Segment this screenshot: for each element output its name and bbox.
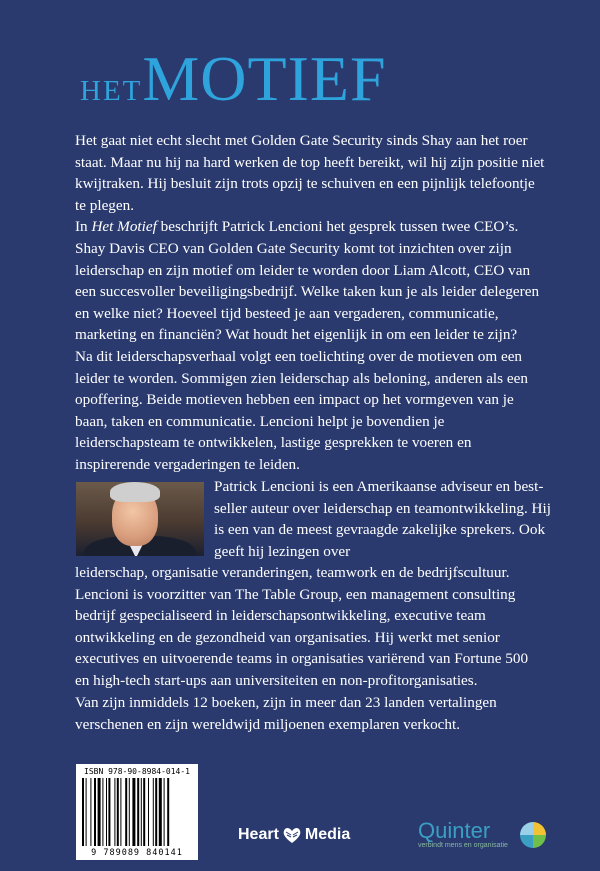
blurb-paragraph-3: Na dit leiderschapsverhaal volgt een toelichting over de motieven om een leider te worden. Sommigen zien leiderschap als beloning, anderen als een opoffering. Beide motieven hebben een impact op het vormgeven van je baan, taken en communicatie. Lencioni helpt je bovendien je leiderschapsteam te ontwikkelen, lastige gesprekken te voeren en inspirerende vergaderingen te leiden. — [75, 347, 528, 473]
title-main: MOTIEF — [142, 43, 387, 114]
blurb-paragraph-1: Het gaat niet echt slecht met Golden Gate Security sinds Shay aan het roer staat. Maar nu hij na hard werken de top heeft bereikt, wil hij zijn positie niet kwijtraken. Hij besluit zijn trots opzij te schuiven en een pijnlijk telefoontje te plegen. — [75, 132, 545, 214]
barcode-digits: 9 789089 840141 — [91, 848, 183, 858]
pinwheel-icon — [518, 820, 548, 850]
quinter-name: Quinter — [418, 818, 491, 843]
quinter-tagline: verbindt mens en organisatie — [418, 842, 508, 849]
author-books: Van zijn inmiddels 12 boeken, zijn in meer dan 23 landen vertalingen verschenen en zijn wereldwijd miljoenen exemplaren verkocht. — [75, 694, 497, 733]
author-bio-intro: Patrick Lencioni is een Amerikaanse adviseur en best-seller auteur over leiderschap en teamontwikkeling. Hij is een van de meest gevraagde zakelijke sprekers. Ook geeft hij lezingen over — [214, 478, 551, 560]
blurb-p2-after: beschrijft Patrick Lencioni het gesprek tussen twee CEO’s. Shay Davis CEO van Golden Gate Security komt tot inzichten over zijn leiderschap en zijn motief om leider te worden door Liam Alcott, CEO van een succesvoller beveiligingsbedrijf. Welke taken kun je als leider delegeren en welke niet? Hoeveel tijd besteed je aan vergaderen, communicatie, marketing en financiën? Wat houdt het eigenlijk in om een leider te zijn? — [75, 218, 540, 344]
blurb-p2-book-title: Het Motief — [91, 218, 157, 236]
author-bio: leiderschap, organisatie veranderingen, teamwork en de bedrijfscultuur. Lencioni is voorzitter van The Table Group, een management consulting bedrijf gespecialiseerd in leiderschapsontwikkeling, executive team ontwikkeling en de gezondheid van organisaties. Hij werkt met senior executives en uitvoerende teams in organisaties variërend van Fortune 500 en high-tech start-ups aan universiteiten en non-profitorganisaties. — [75, 564, 529, 689]
blurb-p2-before: In — [75, 218, 92, 236]
heart-wing-icon — [282, 826, 302, 844]
barcode — [76, 764, 198, 860]
author-photo — [76, 482, 204, 556]
barcode-bars-icon — [82, 778, 192, 846]
quinter-logo — [418, 818, 508, 849]
heart-media-logo — [238, 826, 350, 844]
publisher-heart: Heart — [238, 826, 279, 843]
book-title — [80, 42, 387, 116]
title-prefix: HET — [80, 75, 143, 107]
publisher-media: Media — [304, 826, 351, 843]
blurb-paragraph-2 — [75, 218, 539, 343]
blurb-text — [75, 130, 545, 476]
isbn-text: ISBN 978-90-8984-014-1 — [84, 767, 190, 776]
